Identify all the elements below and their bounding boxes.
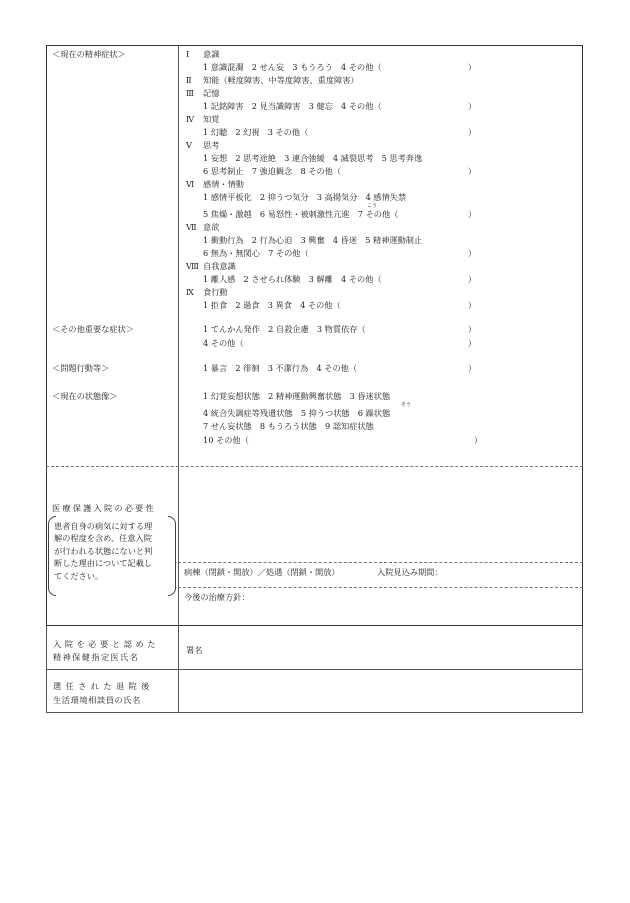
label-current-state: ＜現在の状態像＞ [52,391,118,401]
heading-volition: 意欲 [203,222,220,232]
item-line: 1 暴言 2 徘徊 3 不潔行為 4 その他（ [203,363,358,373]
physician-label-2: 精神保健指定医氏名 [53,652,140,662]
close-paren: ） [468,62,477,72]
close-paren: ） [468,300,477,310]
ruby-sou: そう [401,402,412,408]
roman-5: Ⅴ [186,140,192,150]
close-paren: ） [468,127,477,137]
ruby-kou: こう [367,203,378,209]
item-line: 7 せん妄状態 8 もうろう状態 9 認知症状態 [203,421,374,431]
admission-period-label: 入院見込み期間： [377,567,443,577]
close-paren: ） [468,101,477,111]
heading-thought: 思考 [203,140,220,150]
heading-intelligence: 知能（軽度障害、中等度障害、重度障害） [203,75,359,85]
ward-treatment-line: 病棟（閉鎖・開放）／処遇（閉鎖・開放） [184,567,340,577]
counselor-label-1: 選任された退院後 [53,681,154,691]
roman-2: Ⅱ [186,75,192,85]
heading-emotion: 感情・情動 [203,179,244,189]
close-paren: ） [468,166,477,176]
note-line: 患者自身の病気に対する理 [54,521,153,531]
item-line: 1 幻聴 2 幻視 3 その他（ [203,127,309,137]
necessity-note [48,516,176,596]
item-line: 4 その他（ [203,338,244,348]
treatment-plan-label: 今後の治療方針： [184,592,250,602]
dashed-divider-top [46,466,583,467]
item-line: 6 無為・無関心 7 その他（ [203,248,309,258]
heading-perception: 知覚 [203,114,220,124]
item-line: 1 感情平板化 2 抑うつ気分 3 高揚気分 4 感情失禁 [203,192,407,202]
item-line: 4 統合失調症等残遺状態 5 抑うつ状態 6 躁状態 [203,408,391,418]
item-line: 1 記銘障害 2 見当識障害 3 健忘 4 その他（ [203,101,382,111]
note-line: てください。 [54,570,104,581]
item-line: 10 その他（ [203,435,249,445]
roman-4: Ⅳ [186,114,195,124]
label-current-mental: ＜現在の精神症状＞ [52,49,126,59]
item-line: 6 思考制止 7 強迫観念 8 その他（ [203,166,342,176]
necessity-title: 医療保護入院の必要性 [52,503,156,513]
dashed-divider-plan [178,587,583,588]
roman-1: Ⅰ [186,49,190,59]
label-problem-behavior: ＜問題行動等＞ [52,363,110,373]
column-divider [178,45,179,712]
signature-label: 署名 [186,645,203,655]
note-text [54,520,174,582]
item-line: 1 離人感 2 させられ体験 3 解離 4 その他（ [203,274,382,284]
heading-self-awareness: 自我意識 [203,261,236,271]
dashed-divider-ward [178,562,583,563]
close-paren: ） [468,363,477,373]
roman-6: Ⅵ [186,179,195,189]
item-line: 1 てんかん発作 2 自殺企慮 3 物質依存（ [203,324,366,334]
item-line: 1 衝動行為 2 行為心迫 3 興奮 4 昏迷 5 精神運動制止 [203,235,423,245]
item-line: 5 焦燥・激越 6 易怒性・被刺激性亢進 7 その他（ [203,209,399,219]
item-line: 1 妄想 2 思考途絶 3 連合弛緩 4 滅裂思考 5 思考奔逸 [203,153,423,163]
heading-memory: 記憶 [203,88,220,98]
heading-eating: 食行動 [203,287,228,297]
heading-consciousness: 意識 [203,49,220,59]
item-line: 1 幻覚妄想状態 2 精神運動興奮状態 3 昏迷状態 [203,391,391,401]
roman-8: Ⅷ [186,261,199,271]
counselor-label-2: 生活環境相談員の氏名 [53,695,141,705]
close-paren: ） [468,209,477,219]
row-divider [46,669,583,670]
note-line: が行われる状態にないと判 [54,545,153,556]
close-paren: ） [468,274,477,284]
close-paren: ） [468,338,477,348]
roman-7: Ⅶ [186,222,197,232]
item-line: 1 拒食 2 過食 3 異食 4 その他（ [203,300,341,310]
note-line: 断した理由について記載し [54,558,153,569]
note-line: 解の程度を含め、任意入院 [54,533,152,544]
label-other-symptoms: ＜その他重要な症状＞ [52,324,134,334]
close-paren: ） [474,435,483,445]
physician-label-1: 入院を必要と認めた [53,639,160,649]
roman-9: Ⅸ [186,287,194,297]
close-paren: ） [468,248,477,258]
roman-3: Ⅲ [186,88,194,98]
close-paren: ） [468,324,477,334]
item-line: 1 意識混濁 2 せん妄 3 もうろう 4 その他（ [203,62,382,72]
